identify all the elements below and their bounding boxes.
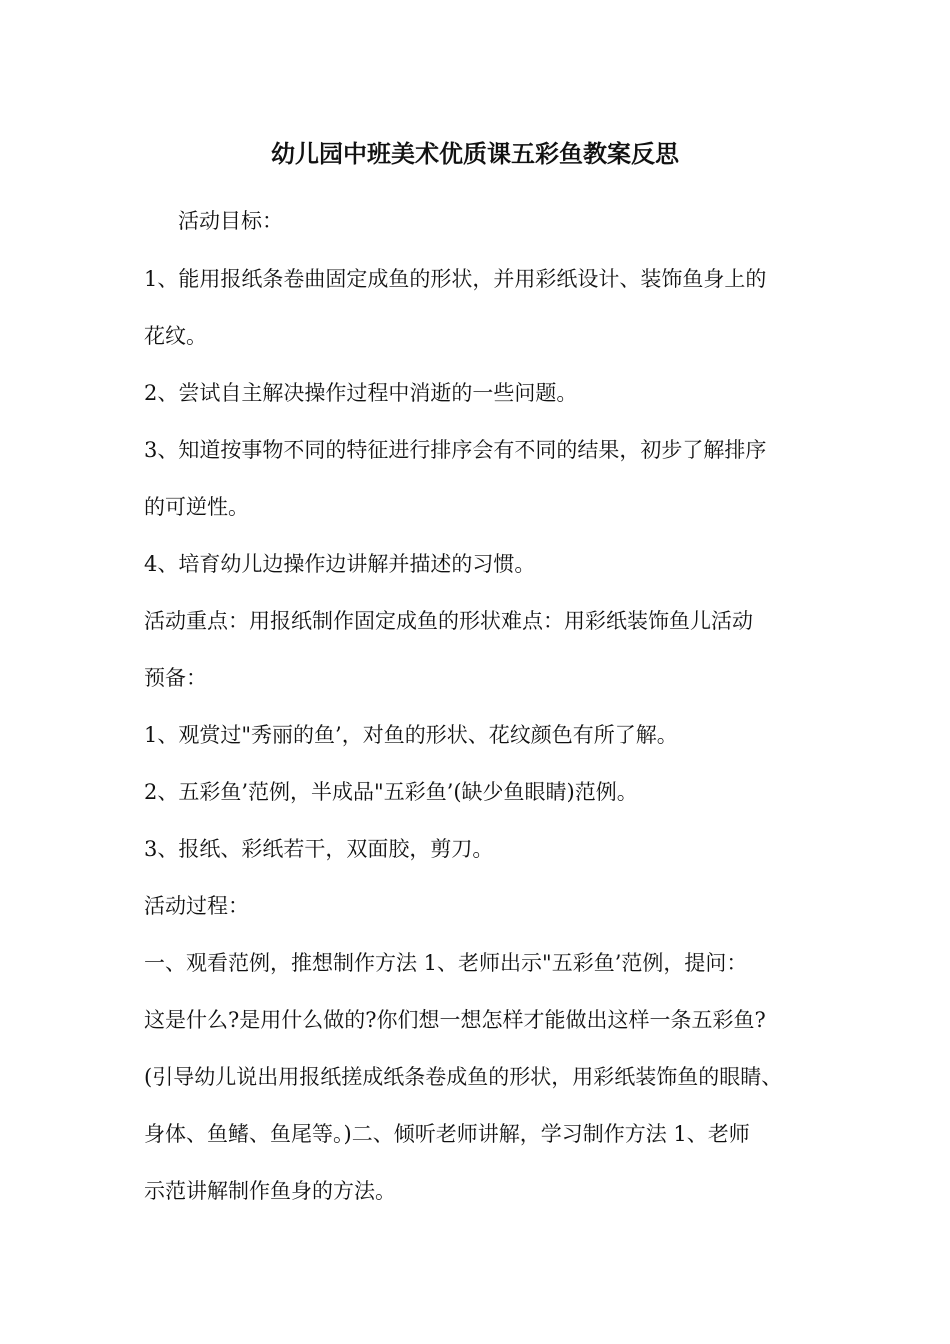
paragraph-line: 2、尝试自主解决操作过程中消逝的一些问题。 — [144, 381, 578, 405]
paragraph-line: 预备： — [144, 666, 207, 690]
paragraph-line: 一、观看范例，推想制作方法 1、老师出示"五彩鱼’范例，提问： — [144, 951, 748, 975]
paragraph-line: (引导幼儿说出用报纸搓成纸条卷成鱼的形状，用彩纸装饰鱼的眼睛、 — [144, 1065, 783, 1089]
section-heading-goals: 活动目标： — [178, 209, 283, 233]
paragraph-line: 3、知道按事物不同的特征进行排序会有不同的结果，初步了解排序 — [144, 438, 767, 462]
document-title: 幼儿园中班美术优质课五彩鱼教案反思 — [271, 139, 679, 168]
paragraph-line: 3、报纸、彩纸若干，双面胶，剪刀。 — [144, 837, 494, 861]
paragraph-line: 示范讲解制作鱼身的方法。 — [144, 1179, 396, 1203]
paragraph-line: 4、培育幼儿边操作边讲解并描述的习惯。 — [144, 552, 536, 576]
section-heading-process: 活动过程： — [144, 894, 249, 918]
paragraph-line: 的可逆性。 — [144, 495, 249, 519]
paragraph-line: 活动重点：用报纸制作固定成鱼的形状难点：用彩纸装饰鱼儿活动 — [144, 609, 753, 633]
paragraph-line: 1、能用报纸条卷曲固定成鱼的形状，并用彩纸设计、装饰鱼身上的 — [144, 267, 767, 291]
paragraph-line: 身体、鱼鳍、鱼尾等。)二、倾听老师讲解，学习制作方法 1、老师 — [144, 1122, 750, 1146]
paragraph-line: 2、五彩鱼’范例，半成品"五彩鱼’(缺少鱼眼睛)范例。 — [144, 780, 638, 804]
paragraph-line: 花纹。 — [144, 324, 207, 348]
paragraph-line: 这是什么?是用什么做的?你们想一想怎样才能做出这样一条五彩鱼? — [144, 1008, 766, 1032]
paragraph-line: 1、观赏过"秀丽的鱼’，对鱼的形状、花纹颜色有所了解。 — [144, 723, 678, 747]
